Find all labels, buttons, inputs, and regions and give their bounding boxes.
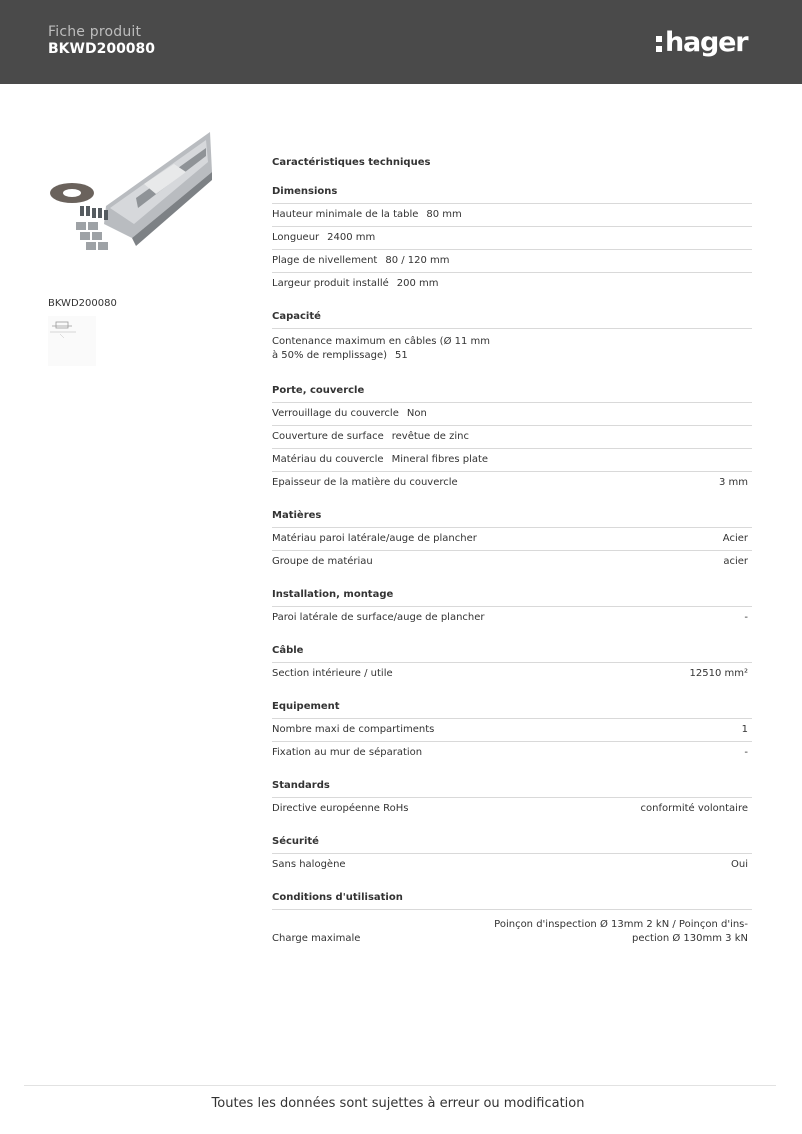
spec-row (272, 227, 752, 250)
spec-row (272, 250, 752, 273)
footer-divider (24, 1085, 776, 1086)
header-product-code: BKWD200080 (48, 41, 156, 57)
spec-value: - (744, 747, 748, 758)
spec-value: 12510 mm² (689, 668, 748, 679)
spec-row (272, 329, 752, 369)
spec-row (272, 798, 752, 820)
technical-specs (272, 150, 752, 948)
spec-label: Contenance maximum en câbles (Ø 11 mm à 50% de remplissage) (272, 336, 491, 361)
section-title: Dimensions (272, 186, 752, 204)
spec-row (272, 551, 752, 573)
spec-label: Longueur (272, 232, 320, 243)
spec-label: Matériau paroi latérale/auge de plancher (272, 533, 477, 544)
spec-label: Epaisseur de la matière du couvercle (272, 477, 458, 488)
spec-value: conformité volontaire (640, 803, 748, 814)
spec-value: Acier (722, 533, 748, 544)
spec-row (272, 742, 752, 764)
section-title: Sécurité (272, 836, 752, 854)
product-image (46, 128, 216, 258)
dimension-drawing-thumbnail (48, 316, 96, 366)
product-code-label: BKWD200080 (48, 298, 117, 309)
section-cable (272, 645, 752, 685)
page-header (0, 0, 802, 84)
section-title: Conditions d'utilisation (272, 892, 752, 910)
spec-value: 80 mm (426, 209, 462, 220)
hager-logo (656, 24, 747, 60)
spec-value: Oui (731, 859, 748, 870)
section-title: Capacité (272, 311, 752, 329)
section-conditions (272, 892, 752, 948)
spec-label: Couverture de surface (272, 431, 384, 442)
spec-label: Largeur produit installé (272, 278, 389, 289)
spec-row (272, 719, 752, 742)
section-safety (272, 836, 752, 876)
spec-label: Verrouillage du couvercle (272, 408, 399, 419)
spec-row (272, 426, 752, 449)
section-title: Equipement (272, 701, 752, 719)
spec-value: 200 mm (396, 278, 439, 289)
document-type: Fiche produit (48, 24, 142, 40)
spec-label: Matériau du couvercle (272, 454, 384, 465)
section-title: Câble (272, 645, 752, 663)
section-capacity (272, 311, 752, 369)
spec-value: Non (406, 408, 427, 419)
spec-value: 2400 mm (327, 232, 376, 243)
logo-wordmark: hager (665, 26, 748, 58)
spec-value: acier (723, 556, 748, 567)
spec-value: Mineral fibres plate (391, 454, 489, 465)
spec-row (272, 910, 752, 948)
spec-value: - (744, 612, 748, 623)
spec-row (272, 273, 752, 295)
spec-label: Groupe de matériau (272, 556, 373, 567)
spec-value: revêtue de zinc (391, 431, 469, 442)
section-title: Porte, couvercle (272, 385, 752, 403)
section-title: Matières (272, 510, 752, 528)
spec-label: Nombre maxi de compartiments (272, 724, 435, 735)
section-title: Installation, montage (272, 589, 752, 607)
spec-label: Hauteur minimale de la table (272, 209, 419, 220)
logo-dots-icon (656, 36, 662, 52)
section-materials (272, 510, 752, 573)
spec-label: Charge maximale (272, 933, 361, 944)
section-cover (272, 385, 752, 494)
spec-label: Sans halogène (272, 859, 346, 870)
spec-row (272, 663, 752, 685)
spec-label: Directive européenne RoHs (272, 803, 409, 814)
section-installation (272, 589, 752, 629)
spec-label: Paroi latérale de surface/auge de plancher (272, 612, 485, 623)
spec-label: Plage de nivellement (272, 255, 378, 266)
spec-value: 51 (395, 350, 408, 361)
spec-row (272, 854, 752, 876)
spec-label: Fixation au mur de séparation (272, 747, 423, 758)
spec-value: 3 mm (718, 477, 748, 488)
footer-disclaimer: Toutes les données sont sujettes à erreur ou modification (211, 1096, 585, 1111)
spec-row (272, 528, 752, 551)
spec-value: 80 / 120 mm (385, 255, 450, 266)
specs-title: Caractéristiques techniques (272, 157, 431, 168)
section-dimensions (272, 186, 752, 295)
section-standards (272, 780, 752, 820)
spec-row (272, 449, 752, 472)
section-title: Standards (272, 780, 752, 798)
spec-row (272, 403, 752, 426)
section-equipment (272, 701, 752, 764)
spec-value: 1 (741, 724, 748, 735)
spec-row (272, 472, 752, 494)
spec-label: Section intérieure / utile (272, 668, 393, 679)
spec-row (272, 607, 752, 629)
spec-value: Poinçon d'inspection Ø 13mm 2 kN / Poinçon d'ins-pection Ø 130mm 3 kN (494, 919, 748, 944)
spec-row (272, 204, 752, 227)
